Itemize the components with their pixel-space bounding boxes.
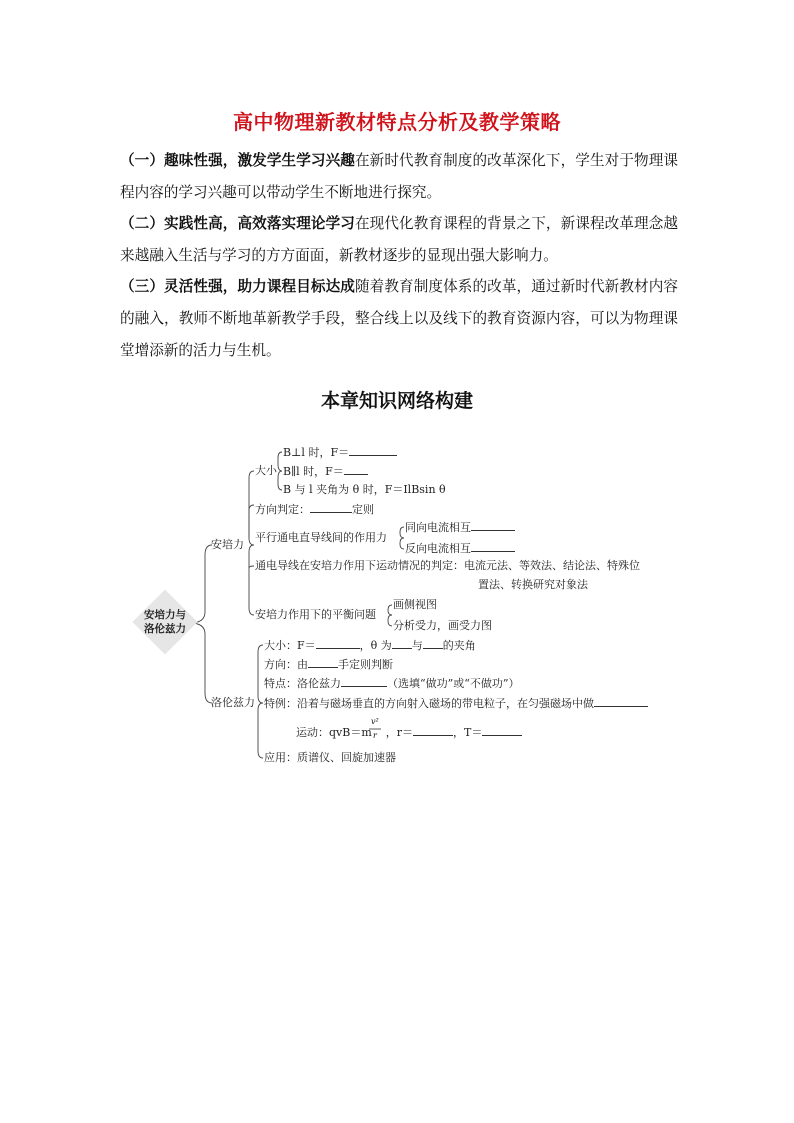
ampere-direction-blank — [310, 502, 352, 513]
lorentz-size — [264, 638, 476, 653]
lorentz-size-mid: ，θ 为 — [359, 639, 392, 652]
balance-item-2: 分析受力，画受力图 — [393, 619, 492, 632]
balance-item-1: 画侧视图 — [393, 598, 437, 611]
lorentz-direction-prefix: 方向：由 — [264, 658, 308, 671]
balance-brace-top — [388, 605, 392, 615]
ampere-brace-bottom — [249, 545, 254, 615]
lorentz-special-text: 特例：沿着与磁场垂直的方向射入磁场的带电粒子，在匀强磁场中做 — [264, 697, 594, 710]
lorentz-size-prefix: 大小：F＝ — [264, 639, 316, 652]
fraction-denominator: r — [373, 731, 377, 740]
paragraph-2-text: 在现代化教育课程的背景之下，新课程改革理念越来越融入生活与学习的方方面面，新教材逐步的显现出强大影响力。 — [120, 215, 678, 264]
lorentz-t-label: ，T＝ — [453, 726, 483, 739]
lorentz-special-blank — [594, 696, 648, 707]
size-item-1-blank — [349, 445, 397, 456]
lorentz-direction-suffix: 手定则判断 — [338, 658, 393, 671]
lorentz-size-suffix: 的夹角 — [442, 639, 476, 652]
size-item-3: B 与 l 夹角为 θ 时，F＝IlBsin θ — [283, 483, 446, 496]
lorentz-r-blank — [413, 725, 453, 736]
ampere-direction-rule: 定则 — [352, 503, 374, 516]
root-label — [133, 608, 197, 636]
size-item-1-text: B⊥l 时，F＝ — [283, 446, 350, 459]
ampere-label: 安培力 — [211, 538, 244, 551]
parallel-brace-top — [400, 527, 404, 538]
lorentz-feature-prefix: 特点：洛伦兹力 — [264, 677, 341, 690]
parallel-item-2-text: 反向电流相互 — [405, 542, 471, 555]
lorentz-motion — [296, 725, 522, 740]
lorentz-size-blank-3 — [423, 638, 443, 649]
parallel-item-2-blank — [471, 541, 515, 552]
parallel-item-1 — [405, 520, 515, 535]
lorentz-label: 洛伦兹力 — [211, 696, 255, 709]
root-node — [133, 590, 197, 654]
lorentz-brace-top — [258, 645, 263, 703]
size-item-2 — [283, 464, 368, 479]
ampere-size-label: 大小 — [255, 464, 277, 477]
lorentz-motion-prefix: 运动：qvB＝m — [296, 726, 372, 739]
size-item-2-text: B∥l 时，F＝ — [283, 465, 344, 478]
lorentz-brace-bottom — [258, 703, 263, 758]
size-item-1 — [283, 445, 397, 460]
ampere-direction-text: 方向判定： — [255, 503, 310, 516]
size-brace-bottom — [278, 471, 282, 490]
document-title: 高中物理新教材特点分析及教学策略 — [233, 110, 561, 134]
size-brace-top — [278, 452, 282, 471]
ampere-motion-judge-line-2: 置法、转换研究对象法 — [478, 578, 588, 591]
lorentz-direction-blank — [308, 657, 338, 668]
paragraph-3-text: 随着教育制度体系的改革，通过新时代新教材内容的融入，教师不断地革新教学手段，整合线上以及线下的教育资源内容，可以为物理课堂增添新的活力与生机。 — [120, 278, 678, 359]
lorentz-special — [264, 696, 648, 711]
ampere-brace-dir — [249, 505, 254, 538]
parallel-item-1-text: 同向电流相互 — [405, 521, 471, 534]
root-label-text: 安培力与 洛伦兹力 — [144, 609, 186, 635]
lorentz-t-blank — [482, 725, 522, 736]
ampere-brace-judge — [249, 566, 254, 568]
ampere-balance: 安培力作用下的平衡问题 — [255, 608, 376, 621]
ampere-parallel: 平行通电直导线间的作用力 — [255, 531, 387, 544]
parallel-item-1-blank — [471, 520, 515, 531]
parallel-item-2 — [405, 541, 515, 556]
paragraph-3-lead: （三）灵活性强，助力课程目标达成 — [120, 278, 355, 295]
lorentz-size-blank-1 — [316, 638, 360, 649]
lorentz-r-label: ，r＝ — [385, 726, 414, 739]
lorentz-feature-blank — [341, 676, 387, 687]
paragraph-1-text: 在新时代教育制度的改革深化下，学生对于物理课程内容的学习兴趣可以带动学生不断地进行探究。 — [120, 152, 678, 201]
paragraph-2-lead: （二）实践性高，高效落实理论学习 — [120, 215, 355, 232]
section-title: 本章知识网络构建 — [320, 390, 473, 412]
ampere-direction — [255, 502, 374, 517]
ampere-motion-judge-line-1: 通电导线在安培力作用下运动情况的判定：电流元法、等效法、结论法、特殊位 — [255, 559, 640, 572]
lorentz-size-with: 与 — [411, 639, 423, 652]
fraction-numerator: v² — [371, 717, 379, 726]
lorentz-feature — [264, 676, 520, 691]
lorentz-size-blank-2 — [392, 638, 412, 649]
ampere-brace-top — [249, 471, 254, 545]
fraction-bar — [369, 728, 381, 730]
lorentz-feature-suffix: （选填“做功”或“不做功”） — [387, 677, 520, 690]
lorentz-application: 应用：质谱仪、回旋加速器 — [264, 751, 396, 764]
paragraph-1-lead: （一）趣味性强，激发学生学习兴趣 — [120, 152, 355, 169]
parallel-brace-bottom — [400, 538, 404, 549]
lorentz-direction — [264, 657, 393, 672]
size-item-2-blank — [344, 464, 368, 475]
balance-brace-bottom — [388, 615, 392, 626]
